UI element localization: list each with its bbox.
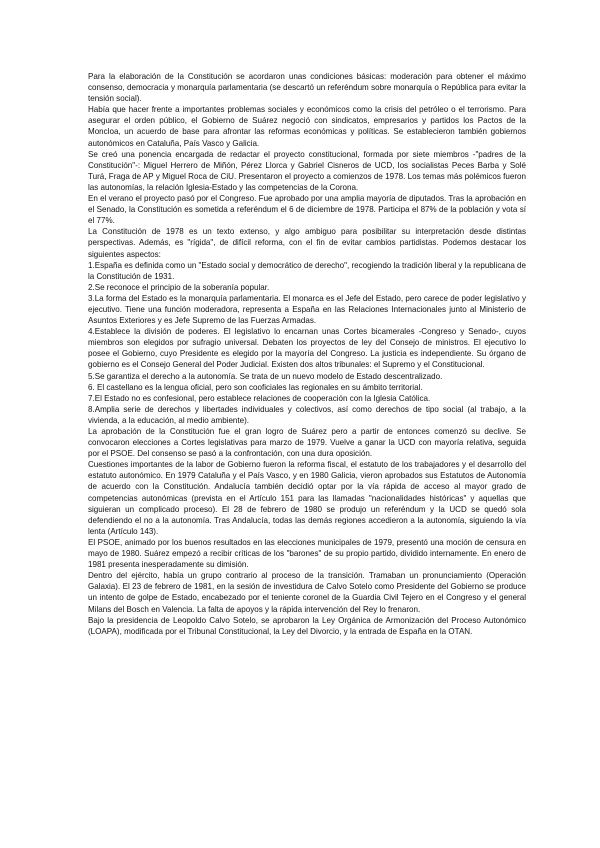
list-item-4: 4.Establece la división de poderes. El legislativo lo encarnan unas Cortes bicamerales -Congreso y Senado-, cuyos miembros son elegidos por sufragio universal. Debaten los proyectos de ley del Consejo de ministros. El ejecutivo lo posee el Gobierno, cuyo Presidente es elegido por la mayoría del Congreso. La justicia es independiente. Su órgano de gobierno es el Consejo General del Poder Judicial. Existen dos altos tribunales: el Supremo y el Constitucional.	[88, 327, 526, 370]
paragraph-calvo-sotelo: Bajo la presidencia de Leopoldo Calvo Sotelo, se aprobaron la Ley Orgánica de Armonización del Proceso Autonómico (LOAPA), modificada por el Tribunal Constitucional, la Ley del Divorcio, y la entrada de España en la OTAN.	[88, 615, 526, 636]
list-item-8: 8.Amplia serie de derechos y libertades individuales y colectivos, así como derechos de tipo social (al trabajo, a la vivienda, a la educación, al medio ambiente).	[88, 404, 526, 425]
paragraph-pactos-moncloa: Había que hacer frente a importantes problemas sociales y económicos como la crisis del petróleo o el terrorismo. Para asegurar el orden público, el Gobierno de Suárez negoció con sindicatos, empresarios y partidos los Pactos de la Moncloa, un acuerdo de base para afrontar las reformas económicas y políticas. Se establecieron también gobiernos autonómicos en Cataluña, País Vasco y Galicia.	[88, 105, 526, 148]
list-item-1: 1.España es definida como un "Estado social y democrático de derecho", recogiendo la tradición liberal y la republicana de la Constitución de 1931.	[88, 260, 526, 281]
paragraph-conditions: Para la elaboración de la Constitución se acordaron unas condiciones básicas: moderación para obtener el máximo consenso, democracia y monarquía parlamentaria (se descartó un referéndum sobre monarquía o República para evitar la tensión social).	[88, 72, 526, 104]
list-item-2: 2.Se reconoce el principio de la soberanía popular.	[88, 282, 270, 292]
list-item-6: 6. El castellano es la lengua oficial, pero son cooficiales las regionales en su ámbito territorial.	[88, 382, 423, 392]
list-item-5: 5.Se garantiza el derecho a la autonomía. Se trata de un nuevo modelo de Estado descentralizado.	[88, 371, 443, 381]
paragraph-constitution-features: La Constitución de 1978 es un texto extenso, y algo ambiguo para posibilitar su interpretación desde distintas perspectivas. Además, es "rígida", de difícil reforma, con el fin de evitar cambios partidistas. Podemos destacar los siguientes aspectos:	[88, 227, 526, 259]
list-item-7: 7.El Estado no es confesional, pero establece relaciones de cooperación con la Iglesia Católica.	[88, 393, 431, 403]
document-body	[88, 71, 526, 637]
paragraph-referendum: En el verano el proyecto pasó por el Congreso. Fue aprobado por una amplia mayoría de diputados. Tras la aprobación en el Senado, la Constitución es sometida a referéndum el 6 de diciembre de 1978. Participa el 87% de la población y vota sí el 77%.	[88, 194, 526, 226]
paragraph-ponencia: Se creó una ponencia encargada de redactar el proyecto constitucional, formada por siete miembros -"padres de la Constitución"-: Miguel Herrero de Miñón, Pérez Llorca y Gabriel Cisneros de UCD, los socialistas Peces Barba y Solé Turá, Fraga de AP y Miguel Roca de CiU. Presentaron el proyecto a comienzos de 1978. Los temas más polémicos fueron las autonomías, la relación Iglesia-Estado y las competencias de la Corona.	[88, 149, 526, 192]
paragraph-autonomy: Cuestiones importantes de la labor de Gobierno fueron la reforma fiscal, el estatuto de los trabajadores y el desarrollo del estatuto autonómico. En 1979 Cataluña y el País Vasco, y en 1980 Galicia, vieron aprobados sus Estatutos de Autonomía de acuerdo con la Constitución. Andalucía también decidió optar por la vía rápida de acceso al mayor grado de competencias autonómicas (prevista en el Artículo 151 para las llamadas "nacionalidades históricas" y aquellas que siguieran un complicado proceso). El 28 de febrero de 1980 se produjo un referéndum y la UCD se quedó sola defendiendo el no a la autonomía. Tras Andalucía, todas las demás regiones accedieron a la autonomía, siguiendo la vía lenta (Artículo 143).	[88, 460, 526, 536]
paragraph-psoe-censure: El PSOE, animado por los buenos resultados en las elecciones municipales de 1979, presentó una moción de censura en mayo de 1980. Suárez empezó a recibir críticas de los "barones" de su propio partido, dividido internamente. En enero de 1981 presenta inesperadamente su dimisión.	[88, 537, 526, 570]
list-item-3: 3.La forma del Estado es la monarquía parlamentaria. El monarca es el Jefe del Estado, pero carece de poder legislativo y ejecutivo. Tiene una función moderadora, representa a España en las Relaciones Internacionales junto al Ministerio de Asuntos Exteriores y es Jefe Supremo de las Fuerzas Armadas.	[88, 293, 526, 326]
paragraph-suarez-decline: La aprobación de la Constitución fue el gran logro de Suárez pero a partir de entonces comenzó su declive. Se convocaron elecciones a Cortes legislativas para marzo de 1979. Vuelve a ganar la UCD con mayoría relativa, seguida por el PSOE. Del consenso se pasó a la confrontación, con una dura oposición.	[88, 427, 526, 459]
paragraph-23f-coup: Dentro del ejército, había un grupo contrario al proceso de la transición. Tramaban un pronunciamiento (Operación Galaxia). El 23 de febrero de 1981, en la sesión de investidura de Calvo Sotelo como Presidente del Gobierno se produce un intento de golpe de Estado, encabezado por el teniente coronel de la Guardia Civil Tejero en el Congreso y el general Milans del Bosch en Valencia. La falta de apoyos y la rápida intervención del Rey lo frenaron.	[88, 571, 526, 614]
